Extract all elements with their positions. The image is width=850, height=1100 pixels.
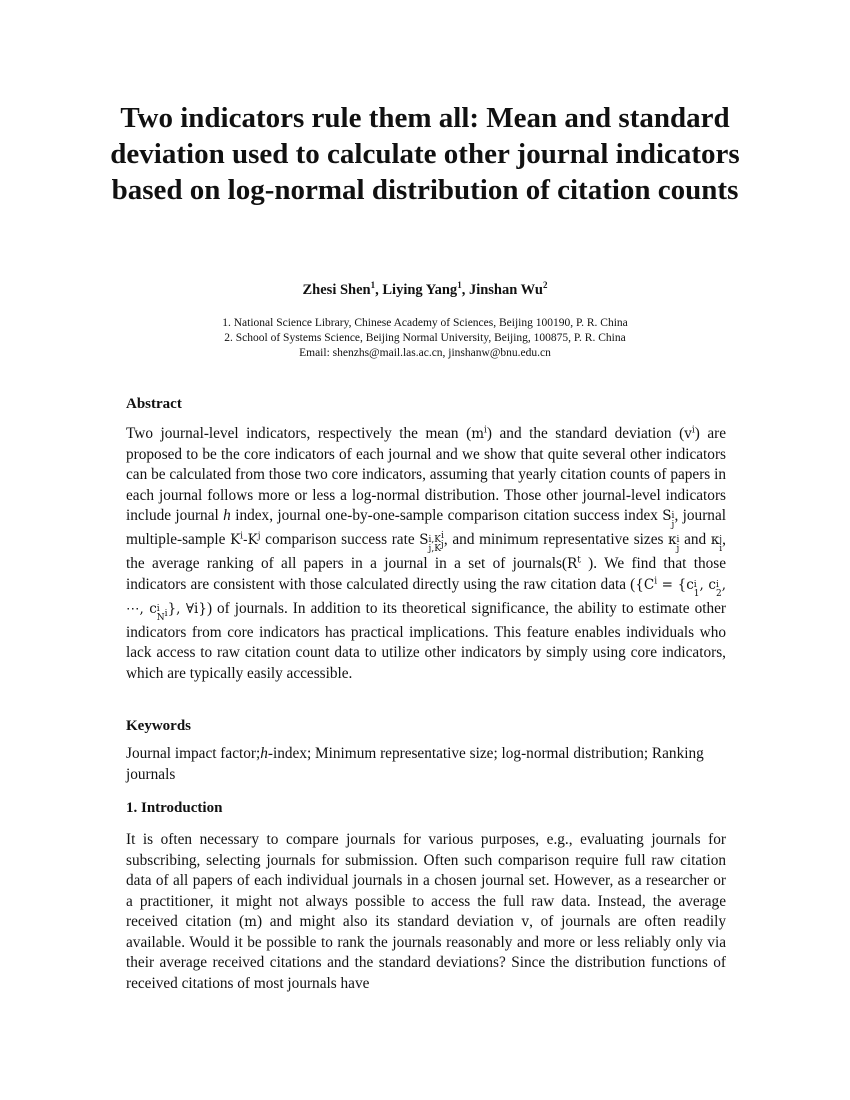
author-name: Liying Yang xyxy=(382,282,458,298)
keywords-heading: Keywords xyxy=(126,718,191,734)
keywords-body: Journal impact factor;h-index; Minimum representative size; log-normal distribution; Ranking journals xyxy=(126,745,704,783)
author-affiliation-mark: 1 xyxy=(370,280,376,291)
email-line: Email: shenzhs@mail.las.ac.cn, jinshanw@bnu.edu.cn xyxy=(299,347,551,359)
introduction-body: It is often necessary to compare journals for various purposes, e.g., evaluating journals for subscribing, selecting journals for submission. Often such comparison require full raw citation data of all papers of each individual journals in a chosen journal set. However, as a researcher or a practitioner, it might not always possible to access the full raw data. Instead, the average received citation (m) and might also its standard deviation v, of journals are often readily available. Would it be possible to rank the journals reasonably and more or less reliably only via their average received citations and the standard deviations? Since the distribution functions of received citations of most journals have xyxy=(126,831,727,992)
abstract-heading: Abstract xyxy=(126,396,182,412)
affiliations xyxy=(100,316,750,361)
affiliation-line: 1. National Science Library, Chinese Academy of Sciences, Beijing 100190, P. R. China xyxy=(222,317,628,329)
author-name: Jinshan Wu xyxy=(468,282,543,298)
author-name: Zhesi Shen xyxy=(302,282,371,298)
author-affiliation-mark: 2 xyxy=(542,280,548,291)
author-list: Zhesi Shen$^1$, Liying Yang$^1$, Jinshan Wu$^2$ xyxy=(302,280,548,298)
abstract-body: Two journal-level indicators, respectively the mean $(m^i)$ and the standard deviation $(v^i)$ are proposed to be the core indicators of each journal and we show that quite several other indicators can be calculated from those two core indicators, assuming that yearly citation counts of papers in each journal follows more or less a log-normal distribution. Those other journal-level indicators include journal h index, journal one-by-one-sample comparison citation success index S i j , journal multiple-sample $K^i-K^j$ comparison success rate S $i,K^i$ $j,K^j$ , and minimum representative sizes κ i j and κ j i , the average ranking of all papers in a journal in a set of $journals(R^t$ ). We find that those indicators are consistent with those calculated directly using the raw citation data ({$C^i = \{c$ i 1 , c i 2 , ⋯, c i $N^i$ }, ∀i}) of journals. In addition to its theoretical significance, the ability to estimate other indicators from core indicators has practical implications. This feature enables individuals who lack access to raw citation count data to utilize other indicators by simply using core indicators, which are typically easily accessible. xyxy=(126,425,727,682)
paper-title: Two indicators rule them all: Mean and standard deviation used to calculate other journal indicators based on log-normal distribution of citation counts xyxy=(110,102,740,206)
author-affiliation-mark: 1 xyxy=(457,280,462,291)
affiliation-line: 2. School of Systems Science, Beijing Normal University, Beijing, 100875, P. R. China xyxy=(224,332,626,344)
introduction-heading: 1. Introduction xyxy=(126,800,223,816)
